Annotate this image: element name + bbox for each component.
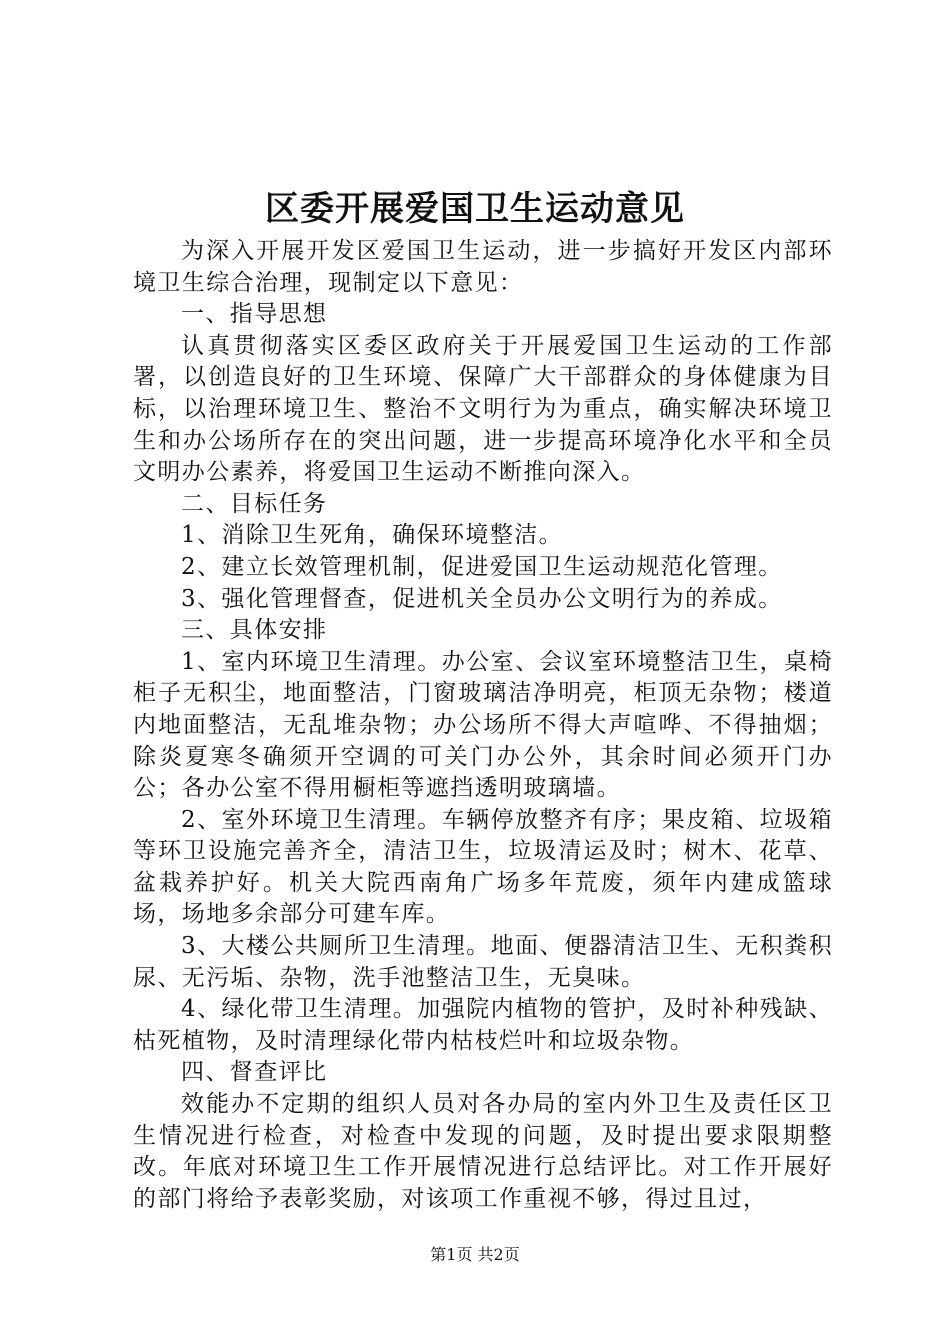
arrangement-item-2: 2、室外环境卫生清理。车辆停放整齐有序；果皮箱、垃圾箱等环卫设施完善齐全，清洁卫生，垃圾清运及时；树木、花草、盆栽养护好。机关大院西南角广场多年荒废，须年内建成篮球场，场地多余部分可建车库。: [133, 806, 833, 928]
objective-item-1: 1、消除卫生死角，确保环境整洁。: [181, 522, 564, 549]
arrangement-item-1: 1、室内环境卫生清理。办公室、会议室环境整洁卫生，桌椅柜子无积尘，地面整洁，门窗玻璃洁净明亮，柜顶无杂物；楼道内地面整洁，无乱堆杂物；办公场所不得大声喧哗、不得抽烟；除炎夏寒冬确须开空调的可关门办公外，其余时间必须开门办公；各办公室不得用橱柜等遮挡透明玻璃墙。: [133, 648, 833, 802]
section-heading-objectives: 二、目标任务: [181, 490, 328, 517]
document-body: [133, 236, 833, 1215]
section-heading-supervision: 四、督查评比: [181, 1059, 328, 1086]
objective-item-2: 2、建立长效管理机制，促进爱国卫生运动规范化管理。: [181, 553, 783, 580]
arrangement-item-3: 3、大楼公共厕所卫生清理。地面、便器清洁卫生、无积粪积尿、无污垢、杂物，洗手池整洁卫生，无臭味。: [133, 933, 833, 991]
paragraph-guiding-ideology: 认真贯彻落实区委区政府关于开展爱国卫生运动的工作部署，以创造良好的卫生环境、保障广大干部群众的身体健康为目标，以治理环境卫生、整治不文明行为为重点，确实解决环境卫生和办公场所存在的突出问题，进一步提高环境净化水平和全员文明办公素养，将爱国卫生运动不断推向深入。: [133, 332, 833, 486]
paragraph-supervision: 效能办不定期的组织人员对各办局的室内外卫生及责任区卫生情况进行检查，对检查中发现的问题，及时提出要求限期整改。年底对环境卫生工作开展情况进行总结评比。对工作开展好的部门将给予表彰奖励，对该项工作重视不够，得过且过，: [133, 1091, 833, 1212]
document-title: 区委开展爱国卫生运动意见: [265, 189, 685, 229]
section-heading-arrangements: 三、具体安排: [181, 617, 328, 644]
page-footer: 第1页 共2页: [430, 1245, 520, 1264]
section-heading-guiding-ideology: 一、指导思想: [181, 301, 328, 328]
arrangement-item-4: 4、绿化带卫生清理。加强院内植物的管护，及时补种残缺、枯死植物，及时清理绿化带内枯枝烂叶和垃圾杂物。: [133, 996, 833, 1054]
paragraph-intro: 为深入开展开发区爱国卫生运动，进一步搞好开发区内部环境卫生综合治理，现制定以下意见：: [133, 238, 833, 296]
objective-item-3: 3、强化管理督查，促进机关全员办公文明行为的养成。: [181, 585, 783, 612]
